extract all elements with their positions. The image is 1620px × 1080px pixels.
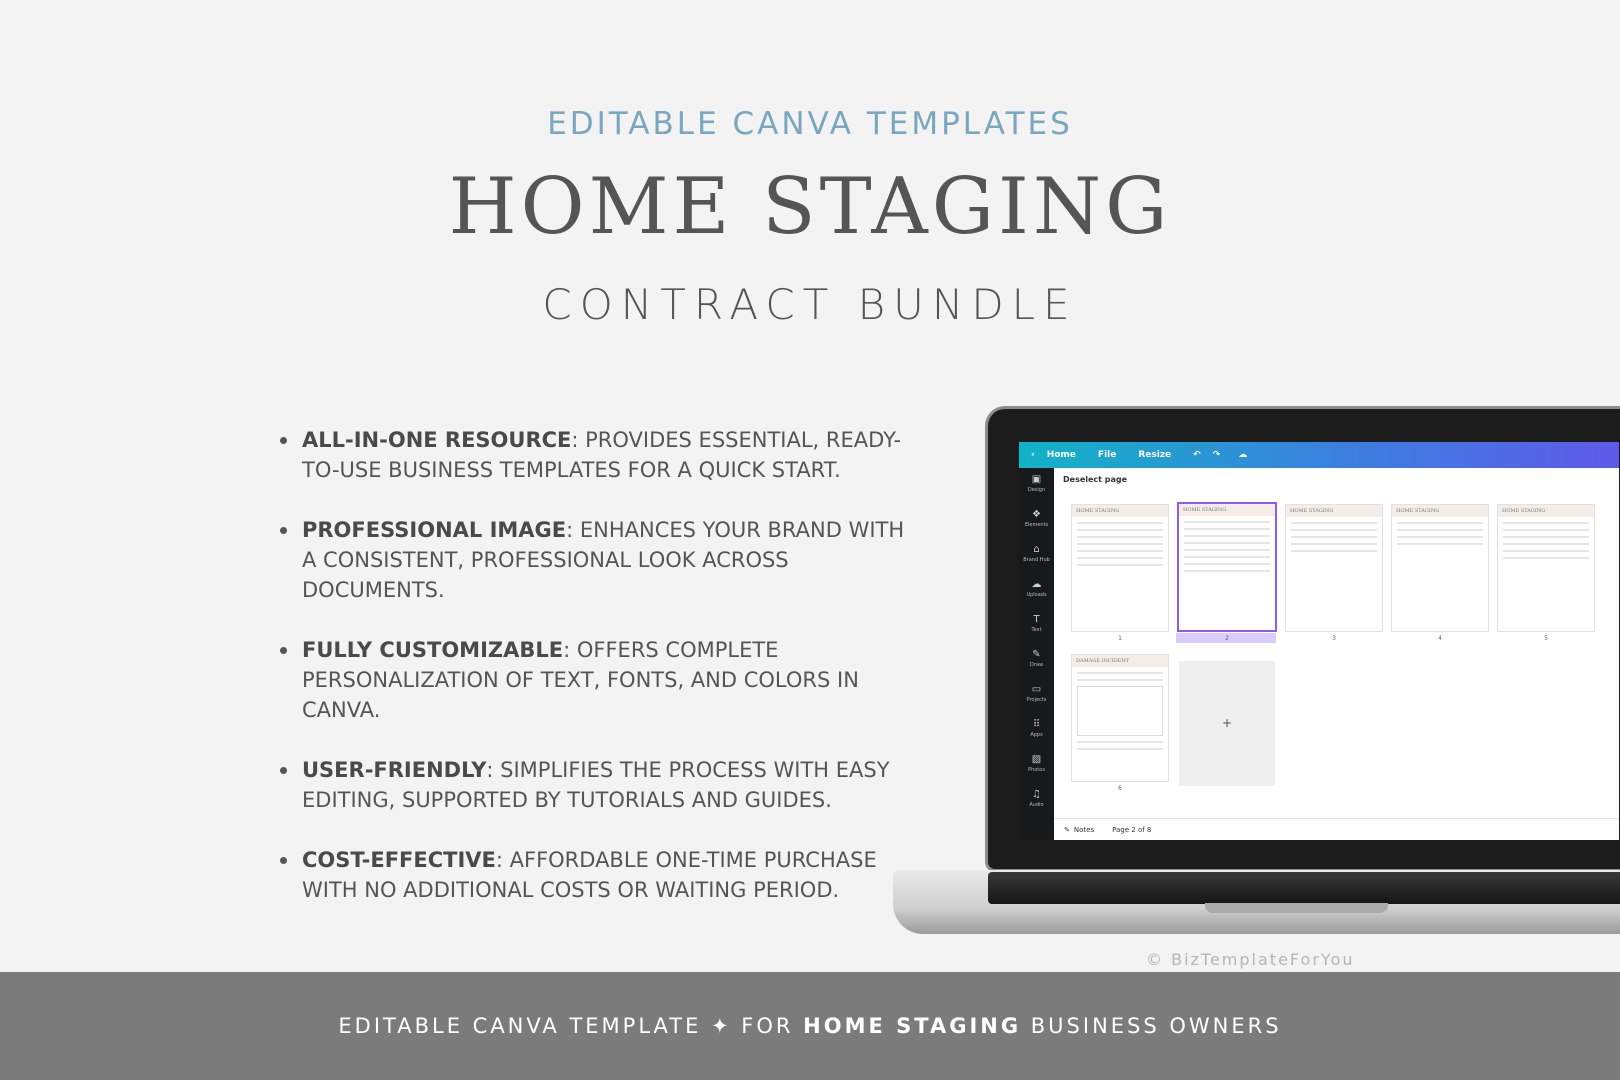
audio-icon: ♫ [1032,789,1041,800]
page-thumbnail[interactable] [1285,504,1383,632]
copyright-watermark: © BizTemplateForYou [1146,950,1355,969]
eyebrow-heading: EDITABLE CANVA TEMPLATES [547,106,1073,142]
page-header: HOME STAGING [1286,505,1382,517]
page-thumbnail-selected[interactable] [1177,502,1277,632]
feature-title: ALL-IN-ONE RESOURCE [302,428,572,452]
page-number: 2 [1225,635,1229,642]
laptop-keyboard [988,872,1620,904]
canva-topbar [1019,442,1619,468]
page-header: HOME STAGING [1392,505,1488,517]
laptop-mockup [893,406,1620,938]
sidebar-item-photos[interactable]: ▨ Photos [1019,748,1054,783]
page-subtitle: CONTRACT BUNDLE [542,280,1078,329]
photos-icon: ▨ [1031,754,1042,765]
draw-icon: ✎ [1032,649,1041,660]
notes-icon[interactable]: ✎ [1064,825,1070,834]
apps-icon: ⠿ [1032,719,1041,730]
sidebar-item-projects[interactable]: ▭ Projects [1019,678,1054,713]
sidebar-item-elements[interactable]: ❖ Elements [1019,503,1054,538]
uploads-icon: ☁ [1031,579,1042,590]
page-thumbnail[interactable] [1071,654,1169,782]
page-header: HOME STAGING [1179,504,1275,516]
feature-text: : SIMPLIFIES THE PROCESS WITH EASY EDITING, SUPPORTED BY TUTORIALS AND GUIDES. [302,758,890,812]
page-thumbnail[interactable] [1391,504,1489,632]
page-number: 1 [1118,635,1122,642]
feature-title: USER-FRIENDLY [302,758,487,782]
page-thumbnail[interactable] [1071,504,1169,632]
feature-title: FULLY CUSTOMIZABLE [302,638,564,662]
page-number: 5 [1544,635,1548,642]
cloud-save-icon[interactable]: ☁ [1238,450,1248,460]
feature-item [278,425,918,485]
feature-text: : PROVIDES ESSENTIAL, READY-TO-USE BUSINESS TEMPLATES FOR A QUICK START. [302,428,902,482]
deselect-page-button[interactable]: Deselect page [1063,475,1128,484]
resize-button[interactable]: Resize [1138,450,1172,460]
feature-item [278,515,918,605]
page-indicator: Page 2 of 8 [1112,825,1152,834]
feature-list [278,425,918,935]
page-number: 3 [1332,635,1336,642]
feature-text: : OFFERS COMPLETE PERSONALIZATION OF TEXT, FONTS, AND COLORS IN CANVA. [302,638,859,722]
page-header: DAMAGE INCIDENT [1072,655,1168,667]
elements-icon: ❖ [1032,509,1041,520]
footer-text-post: BUSINESS OWNERS [1021,1014,1282,1038]
canva-sidebar [1019,468,1054,840]
sidebar-item-uploads[interactable]: ☁ Uploads [1019,573,1054,608]
sidebar-item-design[interactable]: ▣ Design [1019,468,1054,503]
sidebar-item-brand-hub[interactable]: ⌂ Brand Hub [1019,538,1054,573]
notes-button[interactable]: Notes [1073,825,1095,834]
redo-icon[interactable]: ↷ [1212,450,1221,460]
feature-item [278,845,918,905]
design-icon: ▣ [1031,474,1042,485]
feature-item [278,635,918,725]
page-number: 4 [1438,635,1442,642]
footer-banner [0,972,1620,1080]
sidebar-item-apps[interactable]: ⠿ Apps [1019,713,1054,748]
feature-title: PROFESSIONAL IMAGE [302,518,567,542]
footer-text-pre: EDITABLE CANVA TEMPLATE ✦ FOR [338,1014,804,1038]
add-page-button[interactable]: + [1179,661,1275,786]
sidebar-item-draw[interactable]: ✎ Draw [1019,643,1054,678]
undo-icon[interactable]: ↶ [1193,450,1201,460]
feature-title: COST-EFFECTIVE [302,848,496,872]
brand-hub-icon: ⌂ [1033,544,1040,555]
page-header: HOME STAGING [1498,505,1594,517]
sidebar-item-text[interactable]: T Text [1019,608,1054,643]
footer-text-bold: HOME STAGING [803,1014,1022,1038]
back-chevron-icon[interactable]: ‹ [1031,450,1035,460]
page-number: 6 [1118,785,1122,792]
text-icon: T [1033,614,1040,625]
feature-text: : ENHANCES YOUR BRAND WITH A CONSISTENT, PROFESSIONAL LOOK ACROSS DOCUMENTS. [302,518,905,602]
feature-item [278,755,918,815]
laptop-notch [1205,903,1388,913]
home-button[interactable]: Home [1046,450,1076,460]
feature-text: : AFFORDABLE ONE-TIME PURCHASE WITH NO ADDITIONAL COSTS OR WAITING PERIOD. [302,848,877,902]
canva-status-bar [1054,818,1619,840]
sidebar-item-audio[interactable]: ♫ Audio [1019,783,1054,818]
canva-screen [1019,442,1619,840]
page-thumbnail[interactable] [1497,504,1595,632]
projects-icon: ▭ [1031,684,1042,695]
page-title: HOME STAGING [448,162,1172,252]
file-menu-button[interactable]: File [1097,450,1117,460]
page-header: HOME STAGING [1072,505,1168,517]
